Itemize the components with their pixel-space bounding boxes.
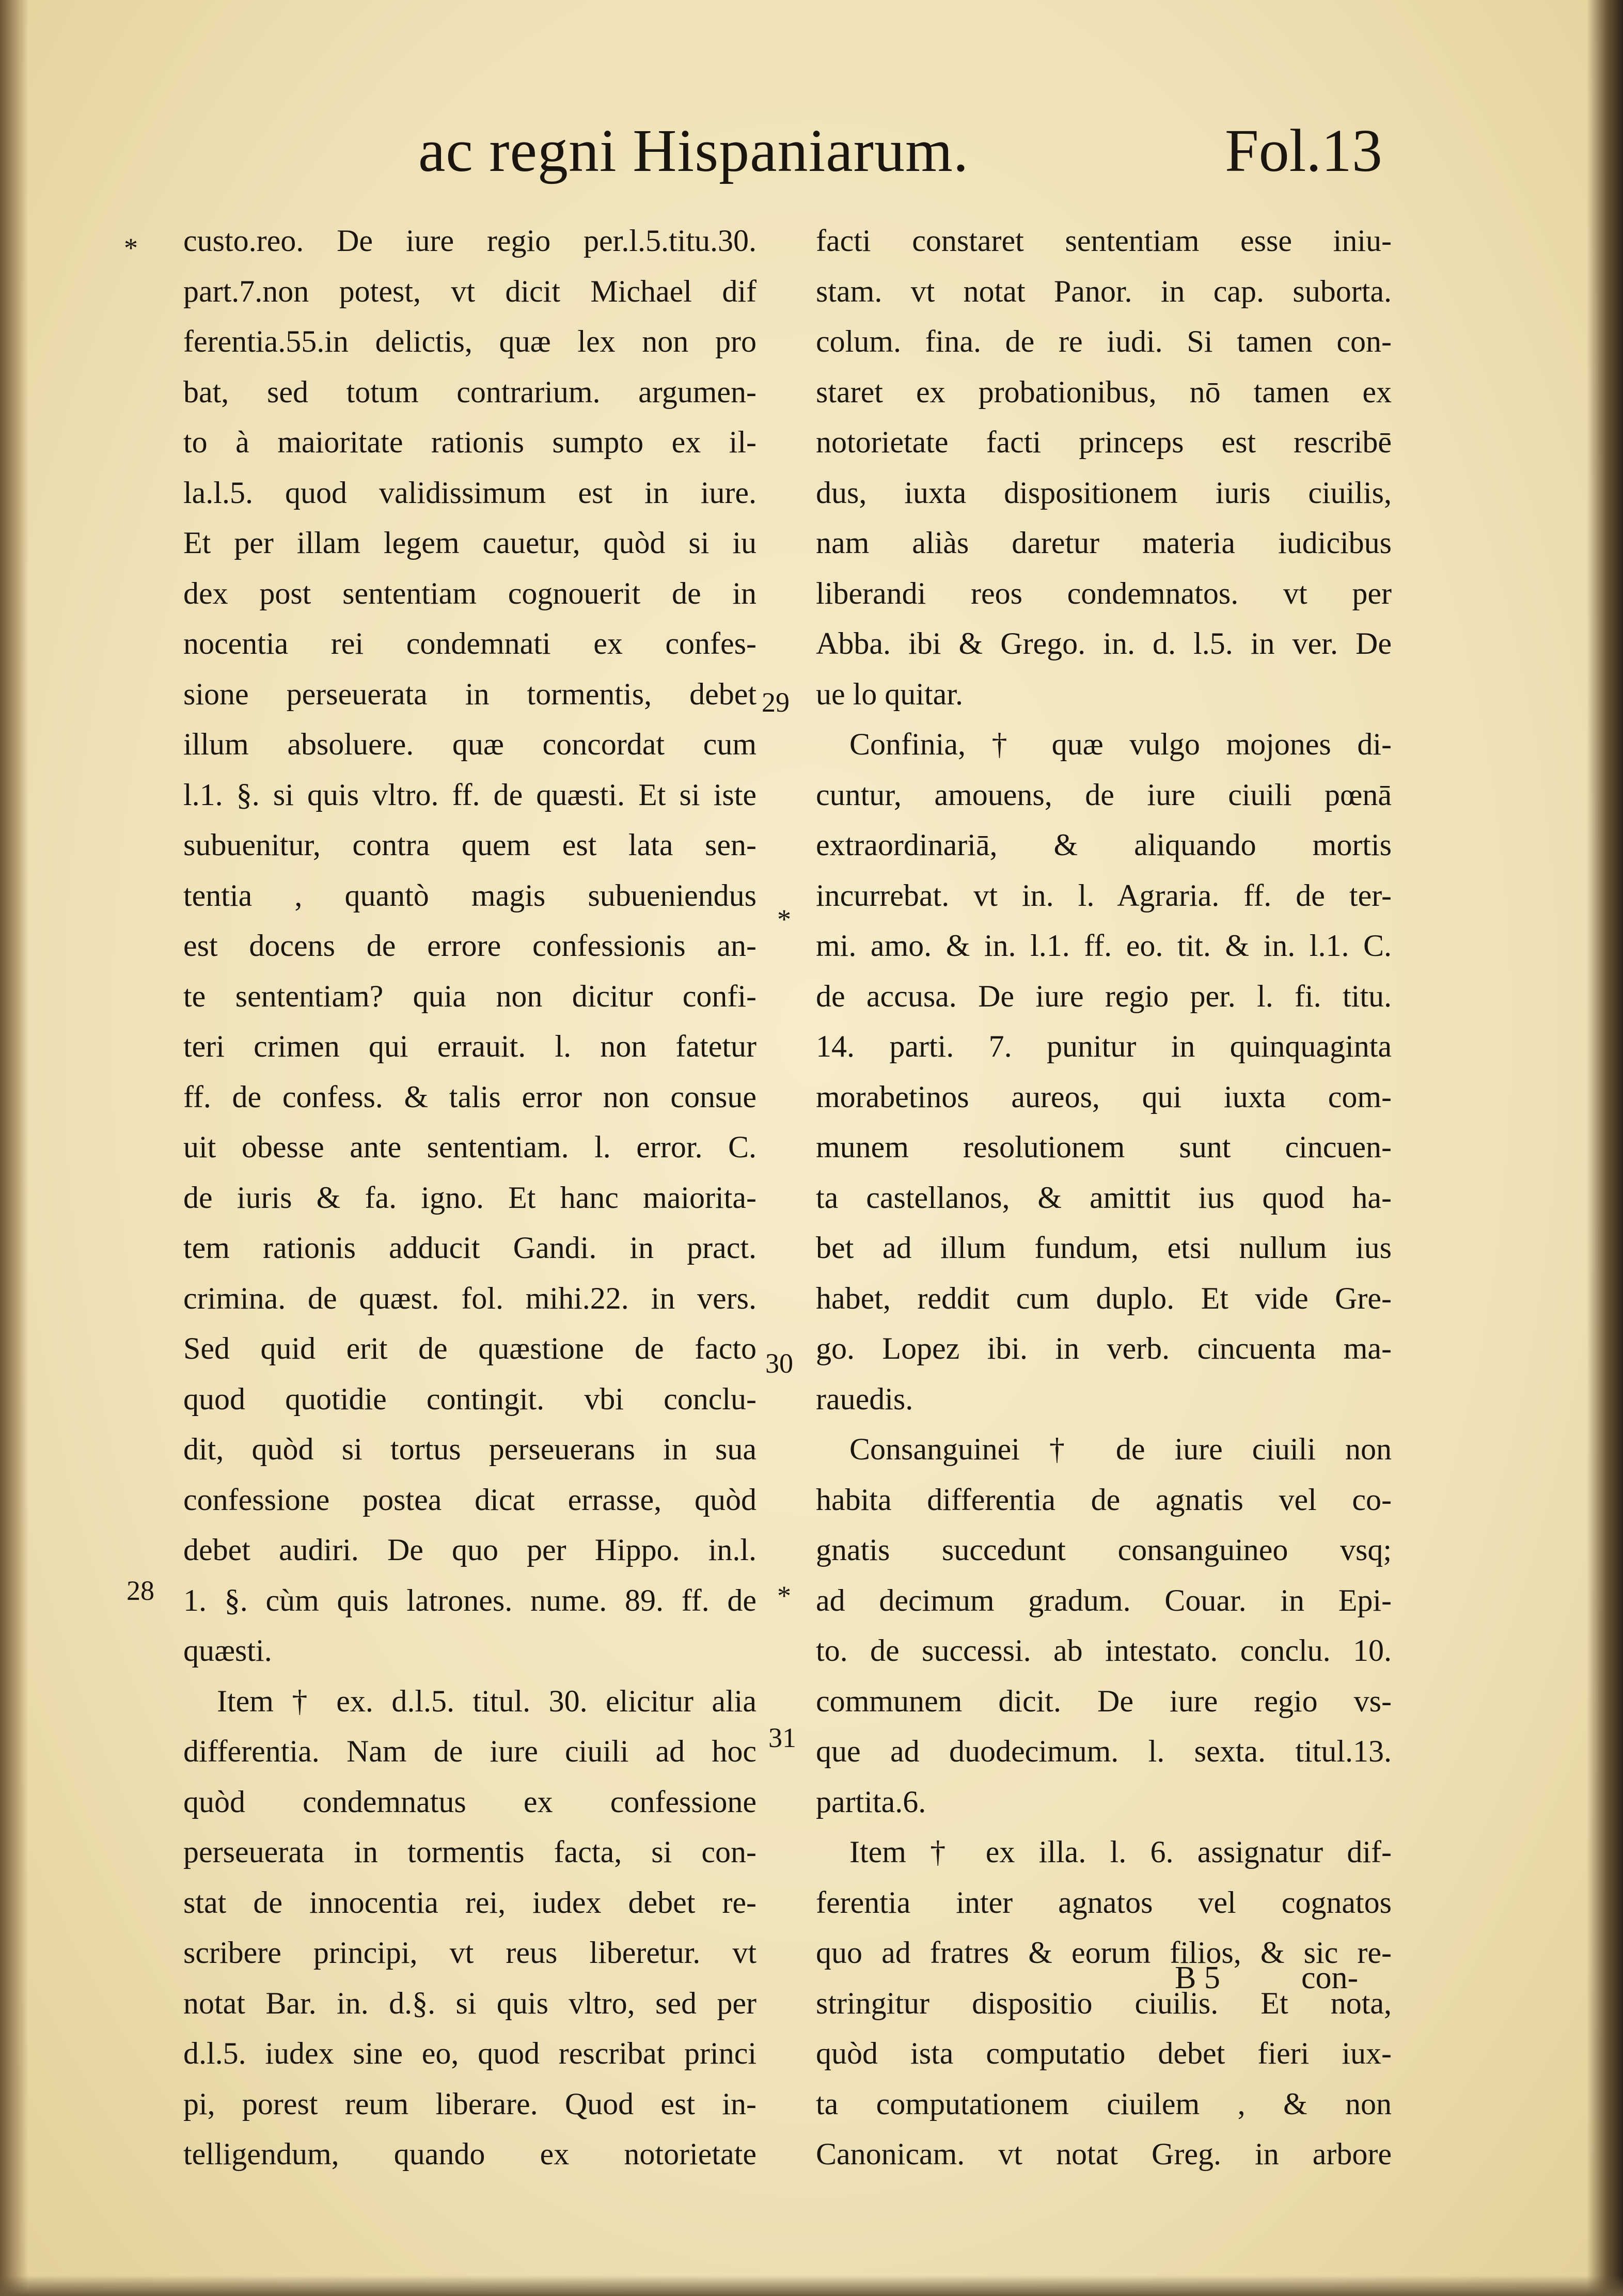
text-line: est docens de errore confessionis an- <box>183 929 757 963</box>
text-line: quòd ista computatio debet fieri iux- <box>816 2036 1392 2070</box>
text-line: 1. §. cùm quis latrones. nume. 89. ff. de <box>183 1583 757 1617</box>
folio-number: Fol.13 <box>1225 117 1382 184</box>
text-line: partita.6. <box>816 1784 926 1819</box>
text-line: bet ad illum fundum, etsi nullum ius <box>816 1231 1392 1265</box>
text-line: staret ex probationibus, nō tamen ex <box>816 374 1392 409</box>
text-line: notorietate facti princeps est rescribē <box>816 425 1392 459</box>
text-line: teri crimen qui errauit. l. non fatetur <box>183 1029 757 1063</box>
text-line: quod quotidie contingit. vbi conclu- <box>183 1381 757 1416</box>
text-line: stam. vt notat Panor. in cap. suborta. <box>816 274 1392 308</box>
text-line: Abba. ibi & Grego. in. d. l.5. in ver. De <box>816 626 1392 661</box>
text-line: pi, porest reum liberare. Quod est in- <box>183 2086 757 2121</box>
text-line: go. Lopez ibi. in verb. cincuenta ma- <box>816 1331 1392 1365</box>
margin-number-29: 29 <box>762 687 790 718</box>
text-line: facti constaret sententiam esse iniu- <box>816 224 1392 258</box>
text-line: extraordinariā, & aliquando mortis <box>816 828 1392 862</box>
text-line: ferentia.55.in delictis, quæ lex non pro <box>183 324 757 358</box>
text-line: quo ad fratres & eorum filios, & sic re- <box>816 1936 1392 1970</box>
text-line: ff. de confess. & talis error non consue <box>183 1079 757 1114</box>
text-line: de accusa. De iure regio per. l. fi. titu. <box>816 979 1392 1013</box>
text-line: to. de successi. ab intestato. conclu. 10. <box>816 1633 1392 1668</box>
text-line: stat de innocentia rei, iudex debet re- <box>183 1885 757 1920</box>
text-line: liberandi reos condemnatos. vt per <box>816 576 1392 610</box>
text-line: crimina. de quæst. fol. mihi.22. in vers. <box>183 1281 757 1315</box>
text-line: Sed quid erit de quæstione de facto <box>183 1331 757 1365</box>
text-line: sione perseuerata in tormentis, debet <box>183 677 757 711</box>
page-header <box>0 115 1623 187</box>
text-line: quòd condemnatus ex confessione <box>183 1784 757 1819</box>
text-line: stringitur dispositio ciuilis. Et nota, <box>816 1986 1392 2020</box>
text-line: telligendum, quando ex notorietate <box>183 2137 757 2171</box>
text-line: que ad duodecimum. l. sexta. titul.13. <box>816 1734 1392 1768</box>
text-line: 14. parti. 7. punitur in quinquaginta <box>816 1029 1392 1063</box>
paragraph-start-line: Consanguinei † de iure ciuili non <box>849 1432 1392 1466</box>
text-line: la.l.5. quod validissimum est in iure. <box>183 475 757 510</box>
text-line: confessione postea dicat errasse, quòd <box>183 1482 757 1517</box>
text-line: gnatis succedunt consanguineo vsq; <box>816 1533 1392 1567</box>
text-line: nocentia rei condemnati ex confes- <box>183 626 757 661</box>
text-line: ferentia inter agnatos vel cognatos <box>816 1885 1392 1920</box>
page-edge-right <box>1587 0 1623 2296</box>
text-line: ue lo quitar. <box>816 677 963 711</box>
text-line: te sententiam? quia non dicitur confi- <box>183 979 757 1013</box>
text-line: colum. fina. de re iudi. Si tamen con- <box>816 324 1392 358</box>
text-line: to à maioritate rationis sumpto ex il- <box>183 425 757 459</box>
margin-number-28: 28 <box>127 1575 154 1606</box>
page-edge-bottom <box>0 2275 1623 2296</box>
text-line: Et per illam legem cauetur, quòd si iu <box>183 526 757 560</box>
text-line: Canonicam. vt notat Greg. in arbore <box>816 2137 1392 2171</box>
paragraph-start-line: Confinia, † quæ vulgo mojones di- <box>849 727 1392 761</box>
text-line: dex post sententiam cognouerit de in <box>183 576 757 610</box>
paragraph-start-line: Item † ex illa. l. 6. assignatur dif- <box>849 1835 1392 1869</box>
text-line: tem rationis adducit Gandi. in pract. <box>183 1231 757 1265</box>
text-line: habet, reddit cum duplo. Et vide Gre- <box>816 1281 1392 1315</box>
text-line: differentia. Nam de iure ciuili ad hoc <box>183 1734 757 1768</box>
text-line: l.1. §. si quis vltro. ff. de quæsti. Et si iste <box>183 777 757 812</box>
signature-mark: B 5 <box>1175 1960 1220 1995</box>
text-line: custo.reo. De iure regio per.l.5.titu.30. <box>183 224 757 258</box>
text-column-left <box>183 216 757 2180</box>
text-line: perseuerata in tormentis facta, si con- <box>183 1835 757 1869</box>
text-line: ad decimum gradum. Couar. in Epi- <box>816 1583 1392 1617</box>
text-line: mi. amo. & in. l.1. ff. eo. tit. & in. l.1. C. <box>816 929 1392 963</box>
text-line: rauedis. <box>816 1381 913 1416</box>
text-line: communem dicit. De iure regio vs- <box>816 1684 1392 1718</box>
text-line: bat, sed totum contrarium. argumen- <box>183 374 757 409</box>
text-line: tentia , quantò magis subueniendus <box>183 878 757 913</box>
text-line: quæsti. <box>183 1633 272 1668</box>
text-line: subuenitur, contra quem est lata sen- <box>183 828 757 862</box>
margin-asterisk: * <box>124 232 138 263</box>
margin-asterisk: * <box>777 904 791 935</box>
text-line: morabetinos aureos, qui iuxta com- <box>816 1079 1392 1114</box>
text-line: part.7.non potest, vt dicit Michael dif <box>183 274 757 308</box>
page-edge-left <box>0 0 28 2296</box>
margin-asterisk: * <box>777 1580 791 1611</box>
text-line: notat Bar. in. d.§. si quis vltro, sed per <box>183 1986 757 2020</box>
text-line: debet audiri. De quo per Hippo. in.l. <box>183 1533 757 1567</box>
text-line: ta computationem ciuilem , & non <box>816 2086 1392 2121</box>
text-line: scribere principi, vt reus liberetur. vt <box>183 1936 757 1970</box>
text-line: dus, iuxta dispositionem iuris ciuilis, <box>816 475 1392 510</box>
text-line: habita differentia de agnatis vel co- <box>816 1482 1392 1517</box>
running-title: ac regni Hispaniarum. <box>418 117 969 184</box>
text-line: d.l.5. iudex sine eo, quod rescribat princi <box>183 2036 757 2070</box>
text-column-right <box>816 216 1392 2180</box>
text-line: dit, quòd si tortus perseuerans in sua <box>183 1432 757 1466</box>
text-line: munem resolutionem sunt cincuen- <box>816 1130 1392 1164</box>
text-line: nam aliàs daretur materia iudicibus <box>816 526 1392 560</box>
margin-number-30: 30 <box>765 1348 793 1379</box>
margin-number-31: 31 <box>768 1722 796 1753</box>
text-line: illum absoluere. quæ concordat cum <box>183 727 757 761</box>
text-line: incurrebat. vt in. l. Agraria. ff. de ter- <box>816 878 1392 913</box>
paragraph-start-line: Item † ex. d.l.5. titul. 30. elicitur alia <box>217 1684 757 1718</box>
catchword: con- <box>1301 1960 1359 1995</box>
text-line: de iuris & fa. igno. Et hanc maiorita- <box>183 1180 757 1215</box>
text-line: cuntur, amouens, de iure ciuili pœnā <box>816 777 1392 812</box>
text-line: ta castellanos, & amittit ius quod ha- <box>816 1180 1392 1215</box>
text-line: uit obesse ante sententiam. l. error. C. <box>183 1130 757 1164</box>
